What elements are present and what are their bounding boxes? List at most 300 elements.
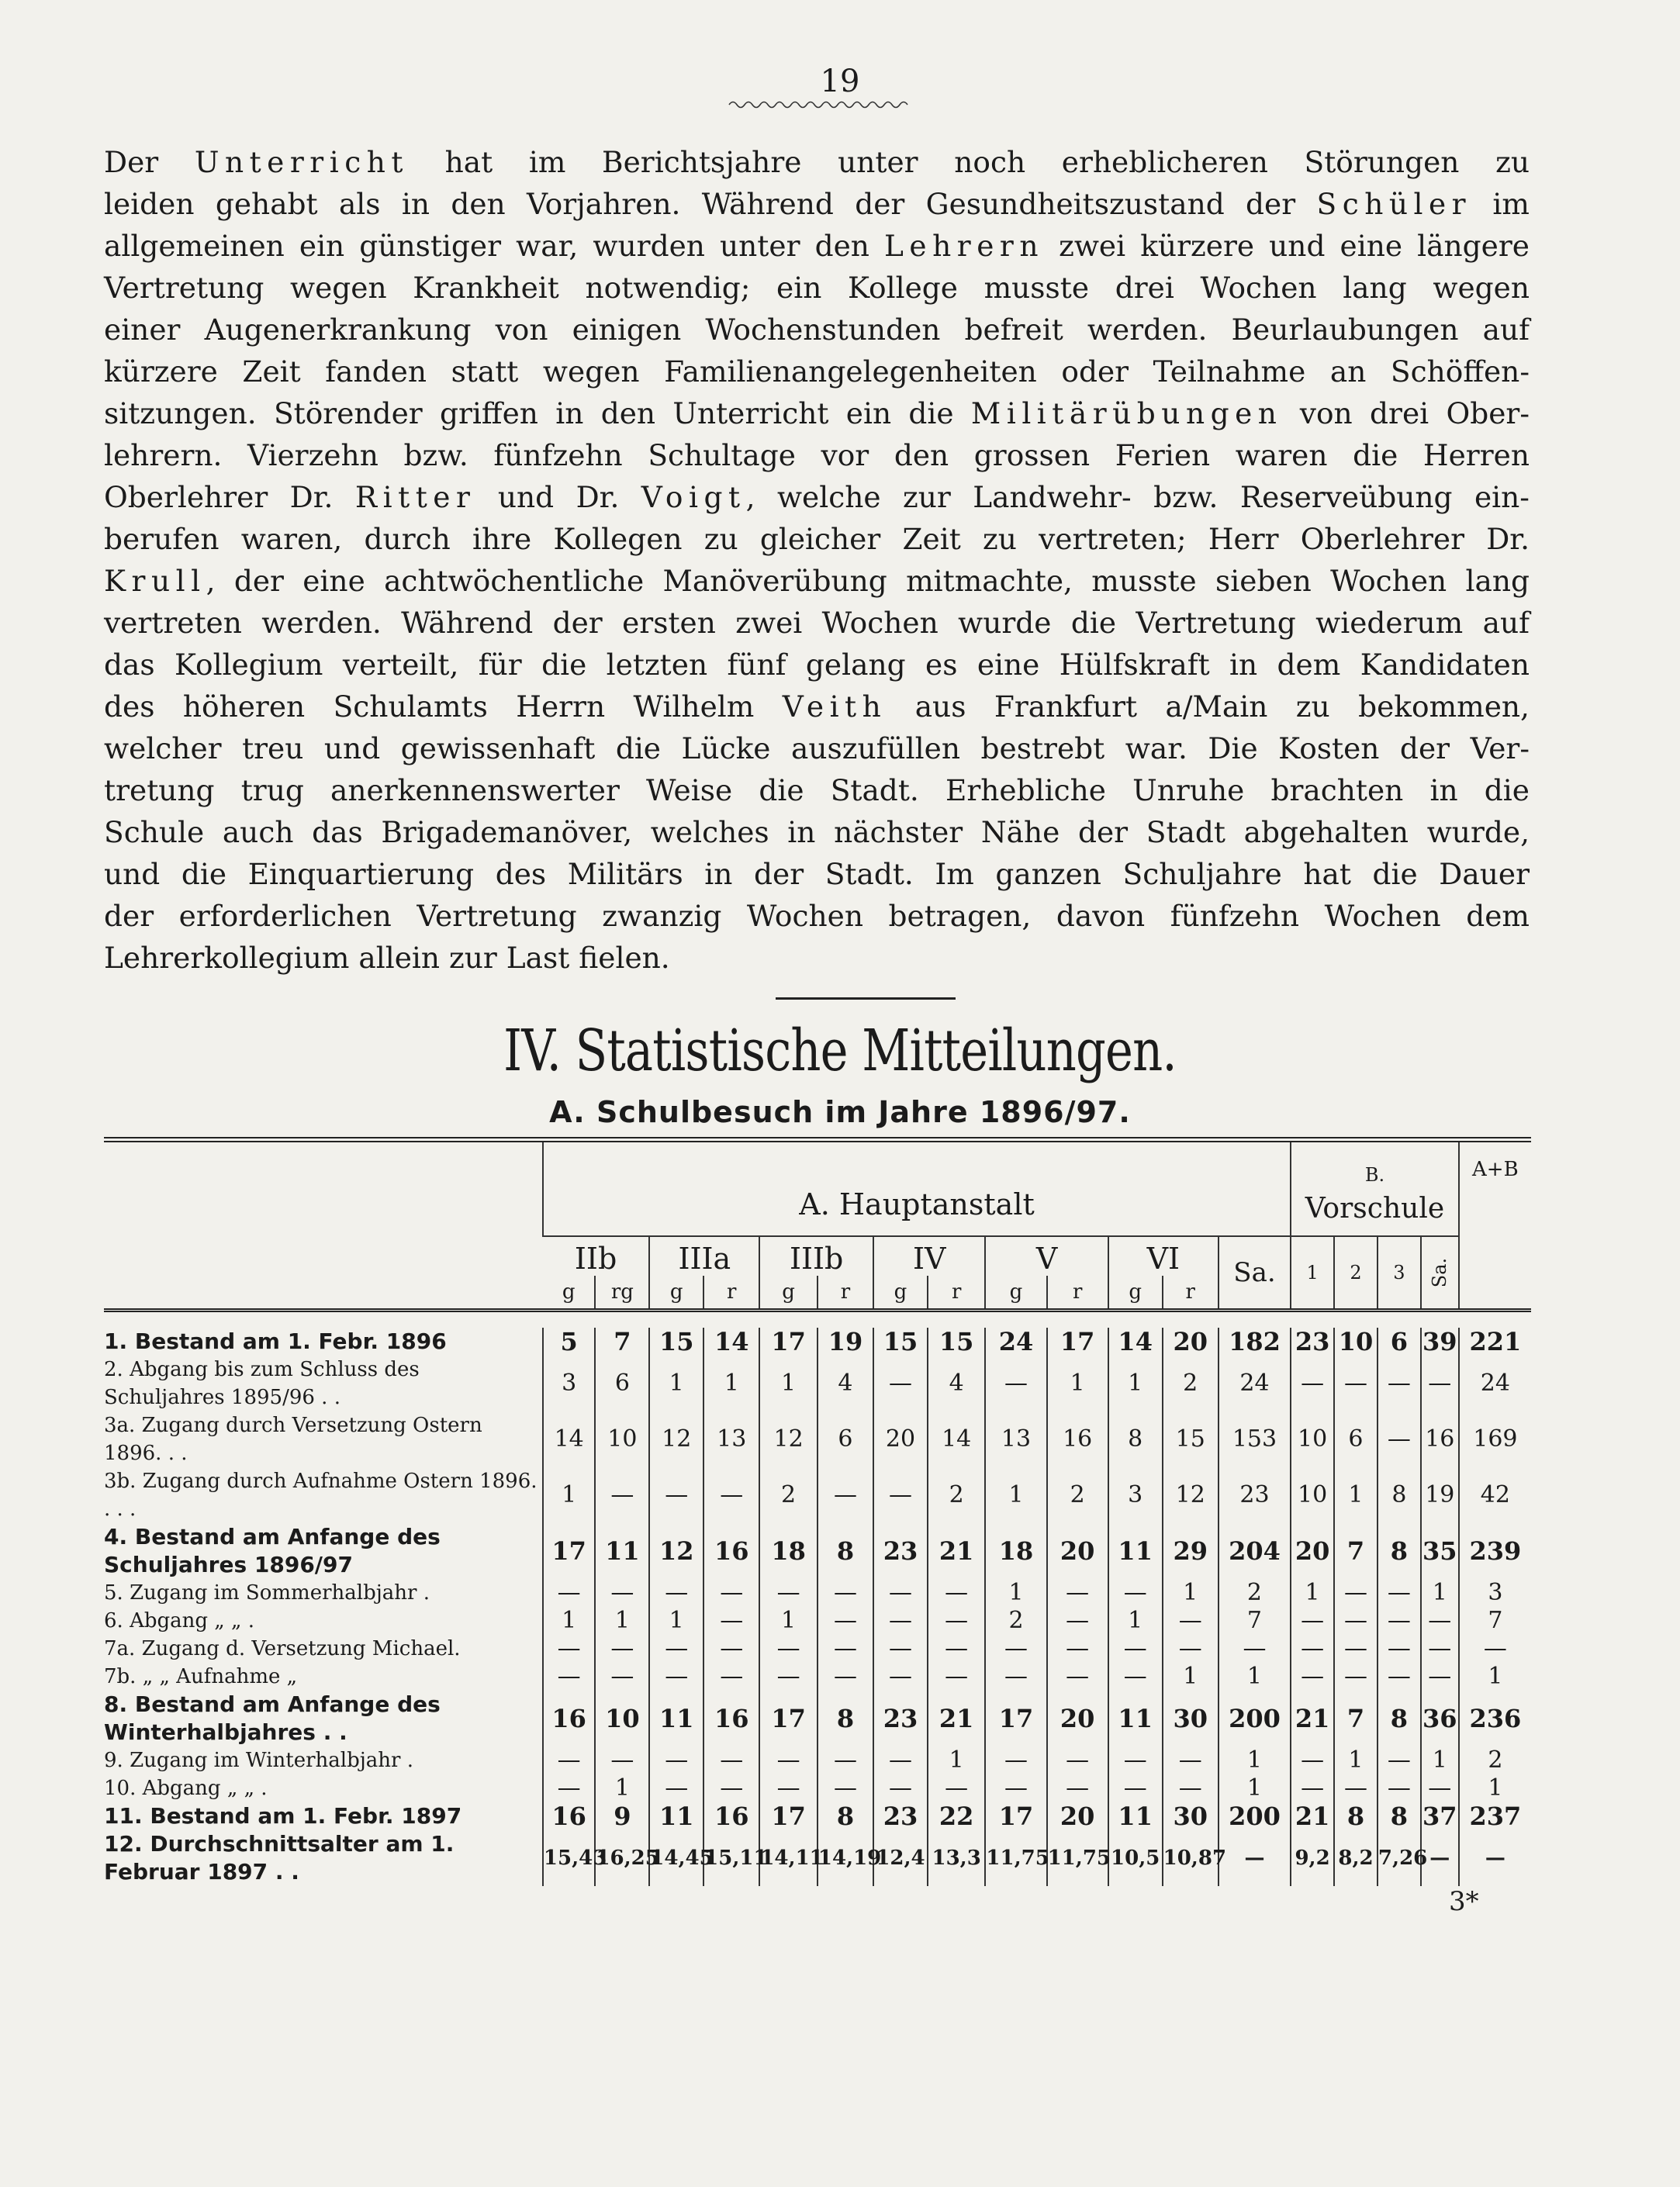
header-vor-sum (1421, 1236, 1459, 1311)
table-cell: — (649, 1635, 703, 1663)
signature-mark: 3* (1449, 1886, 1479, 1917)
table-row (104, 1523, 1531, 1579)
table-cell: 16 (703, 1523, 759, 1579)
table-cell: — (1459, 1635, 1531, 1663)
table-cell: — (985, 1356, 1046, 1411)
table-cell: 20 (1047, 1691, 1108, 1746)
text-run: allgemeinen ein günstiger war, wurden unter den (104, 229, 885, 263)
table-cell: — (543, 1774, 596, 1802)
table-cell: — (1219, 1635, 1291, 1663)
table-cell: — (818, 1467, 873, 1523)
table-cell: 8 (1378, 1802, 1421, 1830)
header-sum: Sa. (1219, 1236, 1291, 1311)
table-cell: 20 (1047, 1802, 1108, 1830)
table-cell: 11 (1108, 1523, 1163, 1579)
table-cell: 39 (1421, 1328, 1459, 1356)
table-cell: — (1378, 1579, 1421, 1607)
header-subtype: g (1108, 1276, 1163, 1311)
header-vorschule (1291, 1140, 1459, 1237)
table-cell: 14 (1108, 1328, 1163, 1356)
table-cell: 16 (703, 1802, 759, 1830)
table-row (104, 1830, 1531, 1886)
table-cell: 1 (1219, 1746, 1291, 1774)
table-cell: — (873, 1607, 928, 1635)
row-label: 5. Zugang im Sommerhalbjahr . (104, 1581, 430, 1605)
table-cell: 24 (985, 1328, 1046, 1356)
row-label: 3b. Zugang durch Aufnahme Ostern 1896. . . . (104, 1470, 538, 1521)
table-cell: 1 (1334, 1746, 1378, 1774)
header-subtype: g (759, 1276, 818, 1311)
table-cell: — (543, 1579, 596, 1607)
table-cell: 19 (1421, 1467, 1459, 1523)
table-cell: 204 (1219, 1523, 1291, 1579)
table-cell: 1 (1421, 1579, 1459, 1607)
table-cell: — (1291, 1607, 1334, 1635)
table-row (104, 1607, 1531, 1635)
table-cell: 18 (985, 1523, 1046, 1579)
header-subtype: r (1163, 1276, 1219, 1311)
text-line (104, 392, 1530, 434)
table-cell: — (1421, 1663, 1459, 1691)
table-cell: — (543, 1635, 596, 1663)
table-cell: — (1219, 1830, 1291, 1886)
table-cell: 2 (1047, 1467, 1108, 1523)
table-cell: 15,43 (543, 1830, 596, 1886)
table-cell: 42 (1459, 1467, 1531, 1523)
table-cell: — (649, 1774, 703, 1802)
table-cell: 10,87 (1163, 1830, 1219, 1886)
row-label: 1. Bestand am 1. Febr. 1896 (104, 1328, 447, 1354)
text-line (104, 225, 1530, 267)
table-cell: 8 (818, 1691, 873, 1746)
header-class: IIIb (759, 1236, 873, 1276)
table-cell: — (1108, 1635, 1163, 1663)
spaced-emphasis: Militärübungen (970, 396, 1283, 430)
table-cell: — (1334, 1663, 1378, 1691)
table-cell: — (873, 1356, 928, 1411)
section-title: IV. Statistische Mitteilungen. (503, 1017, 1177, 1084)
table-cell: — (818, 1607, 873, 1635)
table-cell: 23 (1219, 1467, 1291, 1523)
table-cell: — (1291, 1774, 1334, 1802)
table-cell: 7 (1334, 1523, 1378, 1579)
table-cell: — (1047, 1579, 1108, 1607)
table-cell: 3 (1459, 1579, 1531, 1607)
text-line (104, 811, 1530, 853)
row-label: 3a. Zugang durch Versetzung Ostern 1896. . . (104, 1414, 482, 1465)
table-cell: — (649, 1467, 703, 1523)
table-cell: — (1421, 1635, 1459, 1663)
table-cell: 10 (1291, 1467, 1334, 1523)
table-cell: — (985, 1663, 1046, 1691)
table-row (104, 1691, 1531, 1746)
table-cell: — (703, 1607, 759, 1635)
table-cell: — (595, 1663, 649, 1691)
text-run: hat im Berichtsjahre unter noch erheblicheren Störungen zu (408, 145, 1530, 179)
table-cell: 1 (595, 1774, 649, 1802)
text-run: sitzungen. Störender griffen in den Unterricht ein die (104, 396, 971, 430)
table-cell: — (759, 1579, 818, 1607)
text-run: welcher treu und gewissenhaft die Lücke auszufüllen bestrebt war. Die Kosten der Ver- (104, 731, 1530, 765)
text-run: des höheren Schulamts Herrn Wilhelm (104, 689, 783, 724)
section-subtitle: A. Schulbesuch im Jahre 1896/97. (549, 1095, 1131, 1129)
text-run: von drei Ober- (1282, 396, 1530, 430)
table-cell: — (1291, 1356, 1334, 1411)
table-cell: 2 (985, 1607, 1046, 1635)
text-line (104, 476, 1530, 518)
table-cell: 1 (759, 1356, 818, 1411)
table-cell: 8 (1378, 1467, 1421, 1523)
table-cell: 24 (1459, 1356, 1531, 1411)
header-subtype: g (562, 1280, 576, 1304)
table-cell: — (1334, 1579, 1378, 1607)
table-cell: 2 (1459, 1746, 1531, 1774)
text-run: leiden gehabt als in den Vorjahren. Während der Gesundheitszustand der (104, 187, 1317, 221)
table-cell: 20 (1163, 1328, 1219, 1356)
text-run: lehrern. Vierzehn bzw. fünfzehn Schultage vor den grossen Ferien waren die Herren (104, 438, 1530, 472)
table-row (104, 1663, 1531, 1691)
header-class: IIb (574, 1242, 617, 1276)
table-cell: 20 (1047, 1523, 1108, 1579)
table-cell: 23 (873, 1802, 928, 1830)
table-cell: 1 (1047, 1356, 1108, 1411)
table-cell: — (985, 1635, 1046, 1663)
header-vorschule-line: B. (1364, 1164, 1385, 1186)
text-run: zwei kürzere und eine längere (1043, 229, 1530, 263)
header-subtype: rg (595, 1276, 649, 1311)
table-cell: 2 (759, 1467, 818, 1523)
table-cell: — (985, 1746, 1046, 1774)
table-cell: 1 (985, 1579, 1046, 1607)
table-cell: — (1378, 1774, 1421, 1802)
table-cell: 9,2 (1291, 1830, 1334, 1886)
table-cell: — (703, 1635, 759, 1663)
table-cell: — (1378, 1607, 1421, 1635)
table-cell: — (1047, 1607, 1108, 1635)
table-cell: — (928, 1663, 986, 1691)
table-cell: 7,26 (1378, 1830, 1421, 1886)
text-run: das Kollegium verteilt, für die letzten fünf gelang es eine Hülfskraft in dem Kandidaten (104, 648, 1530, 682)
page-number-ornament (729, 99, 907, 110)
table-cell: — (1378, 1663, 1421, 1691)
table-cell: 1 (649, 1356, 703, 1411)
table-cell: 11 (649, 1802, 703, 1830)
text-line (104, 518, 1530, 560)
spaced-emphasis: Ritter (354, 480, 476, 514)
table-cell: — (873, 1774, 928, 1802)
table-cell: — (873, 1663, 928, 1691)
text-run: vertreten werden. Während der ersten zwei Wochen wurde die Vertretung wiederum auf (104, 606, 1530, 640)
table-row (104, 1746, 1531, 1774)
table-cell: — (595, 1579, 649, 1607)
table-cell: — (928, 1774, 986, 1802)
table-cell: — (595, 1746, 649, 1774)
table-cell: 7 (1219, 1607, 1291, 1635)
text-line (104, 853, 1530, 895)
text-line (104, 895, 1530, 937)
text-line (104, 727, 1530, 769)
table-corner (104, 1140, 543, 1311)
table-cell: 8 (818, 1523, 873, 1579)
table-cell: 1 (595, 1607, 649, 1635)
table-cell: 16 (703, 1691, 759, 1746)
header-subtype: g (985, 1276, 1046, 1311)
table-cell: — (1291, 1746, 1334, 1774)
table-cell: 29 (1163, 1523, 1219, 1579)
table-cell: — (928, 1579, 986, 1607)
table-cell: — (818, 1663, 873, 1691)
table-cell: 6 (1334, 1411, 1378, 1467)
table-cell: — (1421, 1774, 1459, 1802)
row-label: 6. Abgang „ „ . (104, 1609, 255, 1632)
table-cell: 17 (759, 1802, 818, 1830)
table-cell: — (818, 1635, 873, 1663)
header-hauptanstalt: A. Hauptanstalt (543, 1140, 1291, 1237)
table-cell: 7 (1334, 1691, 1378, 1746)
page-number: 19 (820, 64, 860, 99)
table-cell: 8 (1378, 1523, 1421, 1579)
table-cell: — (1421, 1830, 1459, 1886)
table-cell: 23 (1291, 1328, 1334, 1356)
table-cell: 1 (985, 1467, 1046, 1523)
row-label: 2. Abgang bis zum Schluss des Schuljahres 1895/96 . . (104, 1358, 420, 1409)
table-cell: 9 (595, 1802, 649, 1830)
row-label: 7b. „ „ Aufnahme „ (104, 1665, 298, 1688)
header-subtype: g (649, 1276, 703, 1311)
table-cell: 15 (1163, 1411, 1219, 1467)
table-cell: — (1334, 1774, 1378, 1802)
table-cell: 4 (928, 1356, 986, 1411)
text-run: Vertretung wegen Krankheit notwendig; ein Kollege musste drei Wochen lang wegen (104, 271, 1530, 305)
table-cell: 19 (818, 1328, 873, 1356)
table-cell: — (873, 1746, 928, 1774)
header-vor-class: 2 (1334, 1236, 1378, 1311)
table-cell: 22 (928, 1802, 986, 1830)
table-cell: 14,19 (818, 1830, 873, 1886)
table-cell: 1 (1219, 1663, 1291, 1691)
table-cell: 1 (1421, 1746, 1459, 1774)
table-cell: 2 (928, 1467, 986, 1523)
header-class: VI (1108, 1236, 1219, 1276)
spaced-emphasis: Lehrern (884, 229, 1044, 263)
table-cell: 1 (1219, 1774, 1291, 1802)
table-cell: 10 (595, 1411, 649, 1467)
table-cell: 3 (543, 1356, 596, 1411)
table-row (104, 1774, 1531, 1802)
table-cell: — (1334, 1607, 1378, 1635)
table-cell: — (649, 1663, 703, 1691)
table-cell: 17 (759, 1328, 818, 1356)
header-class: V (985, 1236, 1108, 1276)
table-cell: — (1047, 1635, 1108, 1663)
table-cell: 20 (1291, 1523, 1334, 1579)
table-cell: — (1291, 1635, 1334, 1663)
text-line (104, 309, 1530, 351)
table-cell: — (873, 1579, 928, 1607)
table-cell: 21 (928, 1523, 986, 1579)
table-cell: — (543, 1663, 596, 1691)
table-cell: — (1378, 1635, 1421, 1663)
table-row (104, 1356, 1531, 1411)
table-cell: 14,11 (759, 1830, 818, 1886)
table-cell: 182 (1219, 1328, 1291, 1356)
table-cell: — (1108, 1663, 1163, 1691)
table-cell: 17 (543, 1523, 596, 1579)
table-cell: 13 (703, 1411, 759, 1467)
table-cell: 1 (759, 1607, 818, 1635)
table-cell: — (818, 1774, 873, 1802)
table-cell: 1 (1108, 1607, 1163, 1635)
table-cell: — (703, 1579, 759, 1607)
table-cell: 17 (985, 1802, 1046, 1830)
table-cell: 17 (985, 1691, 1046, 1746)
text-line (104, 351, 1530, 392)
row-label: 10. Abgang „ „ . (104, 1777, 268, 1800)
table-cell: — (1378, 1356, 1421, 1411)
table-cell: 11 (1108, 1802, 1163, 1830)
table-cell: 2 (1163, 1356, 1219, 1411)
table-cell: 16,25 (595, 1830, 649, 1886)
table-cell: 1 (543, 1607, 596, 1635)
table-row (104, 1411, 1531, 1467)
table-cell: — (543, 1746, 596, 1774)
table-cell: — (595, 1635, 649, 1663)
table-cell: 11 (595, 1523, 649, 1579)
text-line (104, 769, 1530, 811)
text-line (104, 644, 1530, 686)
table-cell: 6 (1378, 1328, 1421, 1356)
header-class: IV (873, 1236, 985, 1276)
table-cell: — (928, 1607, 986, 1635)
spaced-emphasis: Veith (782, 689, 887, 724)
table-cell: 15,11 (703, 1830, 759, 1886)
header-class: IIIa (649, 1236, 759, 1276)
text-line (104, 686, 1530, 727)
row-label: 4. Bestand am Anfange des Schuljahres 1896/97 (104, 1524, 441, 1577)
table-cell: 12 (1163, 1467, 1219, 1523)
table-cell: 6 (595, 1356, 649, 1411)
table-cell: 8 (1334, 1802, 1378, 1830)
table-cell: 10,5 (1108, 1830, 1163, 1886)
table-cell: 12,4 (873, 1830, 928, 1886)
table-cell: 14 (703, 1328, 759, 1356)
spaced-emphasis: Schüler (1316, 187, 1472, 221)
spaced-emphasis: Voigt (641, 480, 746, 514)
header-vor-sum-label: Sa. (1429, 1257, 1451, 1288)
table-cell: 24 (1219, 1356, 1291, 1411)
table-cell: 7 (595, 1328, 649, 1356)
text-run: Lehrerkollegium allein zur Last fielen. (104, 941, 670, 975)
table-cell: 16 (543, 1802, 596, 1830)
table-cell: 14,45 (649, 1830, 703, 1886)
table-cell: 1 (649, 1607, 703, 1635)
row-label: 12. Durchschnittsalter am 1. Februar 1897 . . (104, 1831, 455, 1885)
table-cell: — (1163, 1774, 1219, 1802)
statistics-table-wrapper (104, 1137, 1531, 1886)
table-cell: — (759, 1635, 818, 1663)
row-label: 7a. Zugang d. Versetzung Michael. (104, 1637, 461, 1660)
table-cell: 153 (1219, 1411, 1291, 1467)
text-run: , der eine achtwöchentliche Manöverübung mitmachte, musste sieben Wochen lang (206, 564, 1530, 598)
text-run: einer Augenerkrankung von einigen Wochenstunden befreit werden. Beurlaubungen auf (104, 313, 1530, 347)
header-vor-class: 3 (1378, 1236, 1421, 1311)
table-cell: — (649, 1746, 703, 1774)
table-cell: — (1047, 1746, 1108, 1774)
table-cell: — (703, 1774, 759, 1802)
table-cell: — (873, 1467, 928, 1523)
text-run: im (1471, 187, 1530, 221)
table-cell: 200 (1219, 1802, 1291, 1830)
header-subtype: r (818, 1276, 873, 1311)
table-cell: — (1378, 1746, 1421, 1774)
table-cell: — (1421, 1356, 1459, 1411)
table-cell: — (1108, 1746, 1163, 1774)
table-row (104, 1635, 1531, 1663)
text-line (104, 434, 1530, 476)
table-cell: 1 (1334, 1467, 1378, 1523)
table-cell: 35 (1421, 1523, 1459, 1579)
table-cell: 13 (985, 1411, 1046, 1467)
body-paragraph (104, 141, 1530, 979)
spaced-emphasis: Unterricht (194, 145, 409, 179)
table-row (104, 1579, 1531, 1607)
table-cell: 13,3 (928, 1830, 986, 1886)
row-label: 8. Bestand am Anfange des Winterhalbjahres . . (104, 1691, 441, 1745)
header-separator (104, 1311, 1531, 1328)
table-cell: 1 (1459, 1774, 1531, 1802)
table-cell: 12 (759, 1411, 818, 1467)
row-label: 9. Zugang im Winterhalbjahr . (104, 1749, 413, 1772)
header-subtype: r (928, 1276, 986, 1311)
table-cell: 1 (928, 1746, 986, 1774)
section-separator (776, 997, 956, 1000)
table-cell: — (1163, 1635, 1219, 1663)
table-cell: 10 (595, 1691, 649, 1746)
text-line (104, 937, 1530, 979)
table-cell: — (1163, 1746, 1219, 1774)
table-cell: — (1291, 1663, 1334, 1691)
table-cell: 239 (1459, 1523, 1531, 1579)
table-cell: 17 (1047, 1328, 1108, 1356)
text-line (104, 141, 1530, 183)
table-cell: 1 (1163, 1663, 1219, 1691)
text-line (104, 560, 1530, 602)
table-cell: — (1334, 1635, 1378, 1663)
table-cell: — (985, 1774, 1046, 1802)
table-cell: 221 (1459, 1328, 1531, 1356)
text-run: tretung trug anerkennenswerter Weise die Stadt. Erhebliche Unruhe brachten in die (104, 773, 1530, 807)
table-cell: — (928, 1635, 986, 1663)
table-cell: 8,2 (1334, 1830, 1378, 1886)
table-cell: 16 (1421, 1411, 1459, 1467)
text-run: Schule auch das Brigademanöver, welches in nächster Nähe der Stadt abgehalten wurde, (104, 815, 1530, 849)
header-subtype: g (873, 1276, 928, 1311)
text-run: kürzere Zeit fanden statt wegen Familienangelegenheiten oder Teilnahme an Schöffen- (104, 354, 1530, 389)
table-cell: — (1047, 1663, 1108, 1691)
text-run: berufen waren, durch ihre Kollegen zu gleicher Zeit zu vertreten; Herr Oberlehrer Dr. (104, 522, 1530, 556)
table-cell: 10 (1291, 1411, 1334, 1467)
table-cell: 237 (1459, 1802, 1531, 1830)
table-cell: 8 (1378, 1691, 1421, 1746)
table-cell: 15 (928, 1328, 986, 1356)
table-cell: — (595, 1467, 649, 1523)
table-row (104, 1802, 1531, 1830)
table-row (104, 1467, 1531, 1523)
table-cell: 10 (1334, 1328, 1378, 1356)
spaced-emphasis: Krull (104, 564, 206, 598)
table-cell: 2 (1219, 1579, 1291, 1607)
table-cell: — (1108, 1774, 1163, 1802)
